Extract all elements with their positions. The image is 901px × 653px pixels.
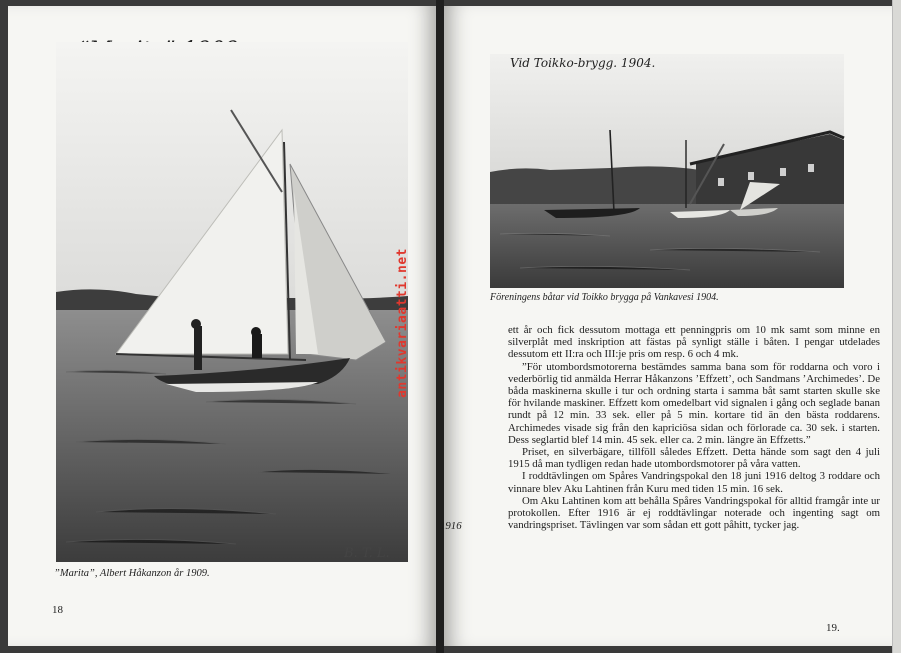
right-page xyxy=(440,6,892,646)
paragraph-1: ett år och fick dessutom mottaga ett penningpris om 10 mk samt som minne en silverplåt med inskription att fästas på synligt ställe i båten. I pengar utdelades dessutom ett II:ra och III:je pris om resp. 6 och 4 mk. xyxy=(508,324,880,361)
page-stack-edge xyxy=(892,0,901,653)
photo-signature: B. T. L. xyxy=(344,546,390,561)
harbour-photo xyxy=(490,54,844,288)
sailboat-photo xyxy=(56,42,408,562)
left-page-number: 18 xyxy=(52,604,63,616)
paragraph-4: I roddtävlingen om Spåres Vandringspokal den 18 juni 1916 deltog 3 roddare och vinnare blev Aku Lahtinen från Kuru med tiden 15 min. 16 sek. xyxy=(508,470,880,495)
watermark: antikvariaatti.net xyxy=(395,248,410,398)
left-photo-caption: ”Marita”, Albert Håkanzon år 1909. xyxy=(54,568,210,579)
photo-inscription-right: Vid Toikko-brygg. 1904. xyxy=(510,56,656,70)
body-text xyxy=(508,324,880,531)
margin-year: 1916 xyxy=(440,520,462,532)
paragraph-5: Om Aku Lahtinen kom att behålla Spåres Vandringspokal för alltid framgår inte ur protokollen. Efter 1916 är ej roddtävlingar noterade och ingenting sagt om vandringspriset. Tävlingen var som sådan ett gott påhitt, tycker jag. xyxy=(508,494,880,532)
paragraph-3: Priset, en silverbägare, tillföll således Effzett. Detta hände som sagt den 4 juli 1915 då man tydligen redan hade utombordsmotorer på våra vatten. xyxy=(508,446,880,471)
left-page xyxy=(8,6,436,646)
right-page-number: 19. xyxy=(826,622,840,634)
right-photo-caption: Föreningens båtar vid Toikko brygga på Vankavesi 1904. xyxy=(490,292,719,303)
book-gutter xyxy=(436,0,444,653)
paragraph-2: ”För utombordsmotorerna bestämdes samma bana som för roddarna och voro i vederbörlig tid anmälda Herrar Håkanzons ’Effzett’, och Sandmans ’Archimedes’. De båda maskinerna skulle i tur och ordning starta i samma båt samt starten skulle ske för hvilande maskiner. Effzett kom omedelbart vid signalen i gång och seglade banan rundt på 12 min. 33 sek. eller på 5 min. kortare tid än den bästa roddarens. Archimedes visade sig från den kapriciösa sidan och förlorade ca. 30 sek. i starten. Dess seglartid blef 14 min. 45 sek. eller ca. 2 min. längre än Effzetts.” xyxy=(508,360,880,446)
